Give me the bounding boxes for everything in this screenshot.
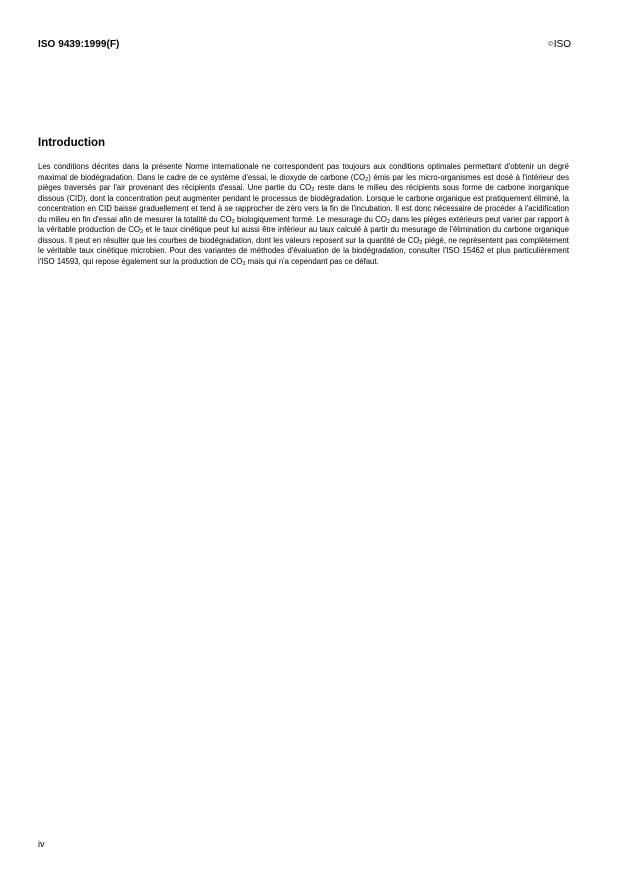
- copyright-owner: ISO: [553, 39, 571, 50]
- paragraph-text: et le taux cinétique peut lui aussi être inférieur au taux calculé à partir du mesurage de l'élimination du carbone organique dissous. Il peut en résulter que les courbes de biodégradation, dont les valeurs reposent sur la quantité de CO: [38, 225, 569, 245]
- copyright-notice: [548, 39, 571, 50]
- introduction-paragraph: [38, 162, 569, 267]
- subscript: 2: [140, 229, 144, 235]
- paragraph-text: dans les pièges extérieurs peut varier par rapport à la véritable production de CO: [38, 214, 569, 234]
- section-title: Introduction: [38, 137, 106, 149]
- standard-identifier: ISO 9439:1999(F): [38, 39, 120, 50]
- page-number: iv: [38, 839, 45, 849]
- paragraph-text: reste dans le milieu des récipients sous forme de carbone inorganique dissous (CID), dont la concentration peut augmenter pendant le processus de biodégradation. Lorsque le carbone organique est pratiquement éliminé, la concentration en CID baisse graduellement et tend à se rapprocher de zéro vers la fin de l'incubation. Il est donc nécessaire de procéder à l'acidification du milieu en fin d'essai afin de mesurer la totalité du CO: [38, 183, 569, 224]
- paragraph-text: biologiquement formé. Le mesurage du CO: [234, 214, 387, 224]
- subscript: 2: [386, 218, 390, 225]
- copyright-icon: ©: [548, 42, 553, 48]
- paragraph-text: Les conditions décrites dans la présente Norme internationale ne correspondent pas toujours aux conditions optimales permettant d'obtenir un degré maximal de biodégradation. Dans le cadre de ce système d'essai, le dioxyde de carbone (CO: [38, 162, 569, 182]
- subscript: 2: [419, 239, 423, 246]
- paragraph-text: ) émis par les micro-organismes est dosé à l'intérieur des pièges traversés par l'air provenant des récipients d'essai. Une partie du CO: [38, 172, 569, 192]
- paragraph-text: piégé, ne représentent pas complètement le véritable taux cinétique microbien. Pour des variantes de méthodes d'évaluation de la biodégradation, consulter l'ISO 15462 et plus particulièrement l'ISO 14593, qui repose également sur la production de CO: [38, 235, 569, 266]
- subscript: 2: [311, 187, 315, 193]
- subscript: 2: [231, 218, 235, 225]
- subscript: 2: [365, 176, 369, 183]
- subscript: 2: [242, 260, 246, 267]
- paragraph-text: mais qui n'a cependant pas ce défaut.: [245, 256, 379, 266]
